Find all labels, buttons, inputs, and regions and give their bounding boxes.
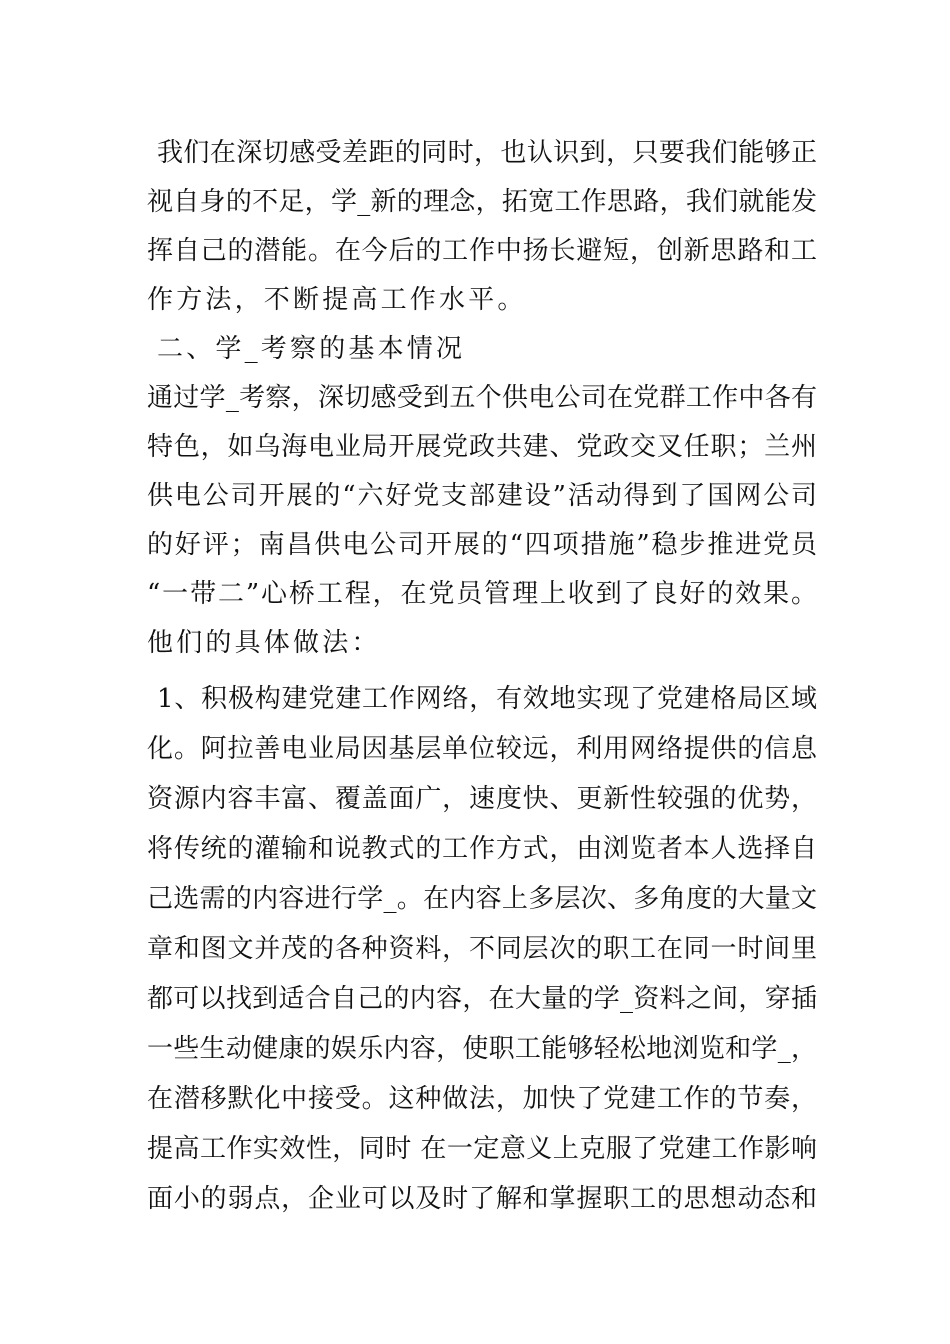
section-heading: 二、学_考察的基本情况 xyxy=(157,334,466,364)
paragraph-line-1: 我们在深切感受差距的同时，也认识到，只要我们能够正 xyxy=(157,138,817,168)
paragraph-line-12: 1、积极构建党建工作网络，有效地实现了党建格局区域 xyxy=(157,684,817,714)
paragraph-line-21: 提高工作实效性，同时 在一定意义上克服了党建工作影响 xyxy=(147,1134,817,1164)
paragraph-line-7: 特色，如乌海电业局开展党政共建、党政交叉任职；兰州 xyxy=(147,432,817,462)
paragraph-line-6: 通过学_考察，深切感受到五个供电公司在党群工作中各有 xyxy=(147,383,817,413)
paragraph-line-3: 挥自己的潜能。在今后的工作中扬长避短，创新思路和工 xyxy=(147,236,817,266)
paragraph-line-15: 将传统的灌输和说教式的工作方式，由浏览者本人选择自 xyxy=(147,834,817,864)
paragraph-line-13: 化。阿拉善电业局因基层单位较远，利用网络提供的信息 xyxy=(147,734,817,764)
paragraph-line-11: 他们的具体做法： xyxy=(147,628,381,658)
paragraph-line-22: 面小的弱点，企业可以及时了解和掌握职工的思想动态和 xyxy=(147,1184,817,1214)
paragraph-line-9: 的好评；南昌供电公司开展的“四项措施”稳步推进党员 xyxy=(147,530,817,560)
paragraph-line-14: 资源内容丰富、覆盖面广，速度快、更新性较强的优势， xyxy=(147,784,817,814)
paragraph-line-2: 视自身的不足，学_新的理念，拓宽工作思路，我们就能发 xyxy=(147,187,817,217)
paragraph-line-18: 都可以找到适合自己的内容，在大量的学_资料之间，穿插 xyxy=(147,984,817,1014)
paragraph-line-20: 在潜移默化中接受。这种做法，加快了党建工作的节奏， xyxy=(147,1084,817,1114)
paragraph-line-16: 己选需的内容进行学_。在内容上多层次、多角度的大量文 xyxy=(147,884,817,914)
paragraph-line-19: 一些生动健康的娱乐内容，使职工能够轻松地浏览和学_， xyxy=(147,1034,817,1064)
paragraph-line-4: 作方法，不断提高工作水平。 xyxy=(147,285,527,315)
paragraph-line-10: “一带二”心桥工程，在党员管理上收到了良好的效果。 xyxy=(147,579,817,609)
paragraph-line-17: 章和图文并茂的各种资料，不同层次的职工在同一时间里 xyxy=(147,934,817,964)
paragraph-line-8: 供电公司开展的“六好党支部建设”活动得到了国网公司 xyxy=(147,481,817,511)
